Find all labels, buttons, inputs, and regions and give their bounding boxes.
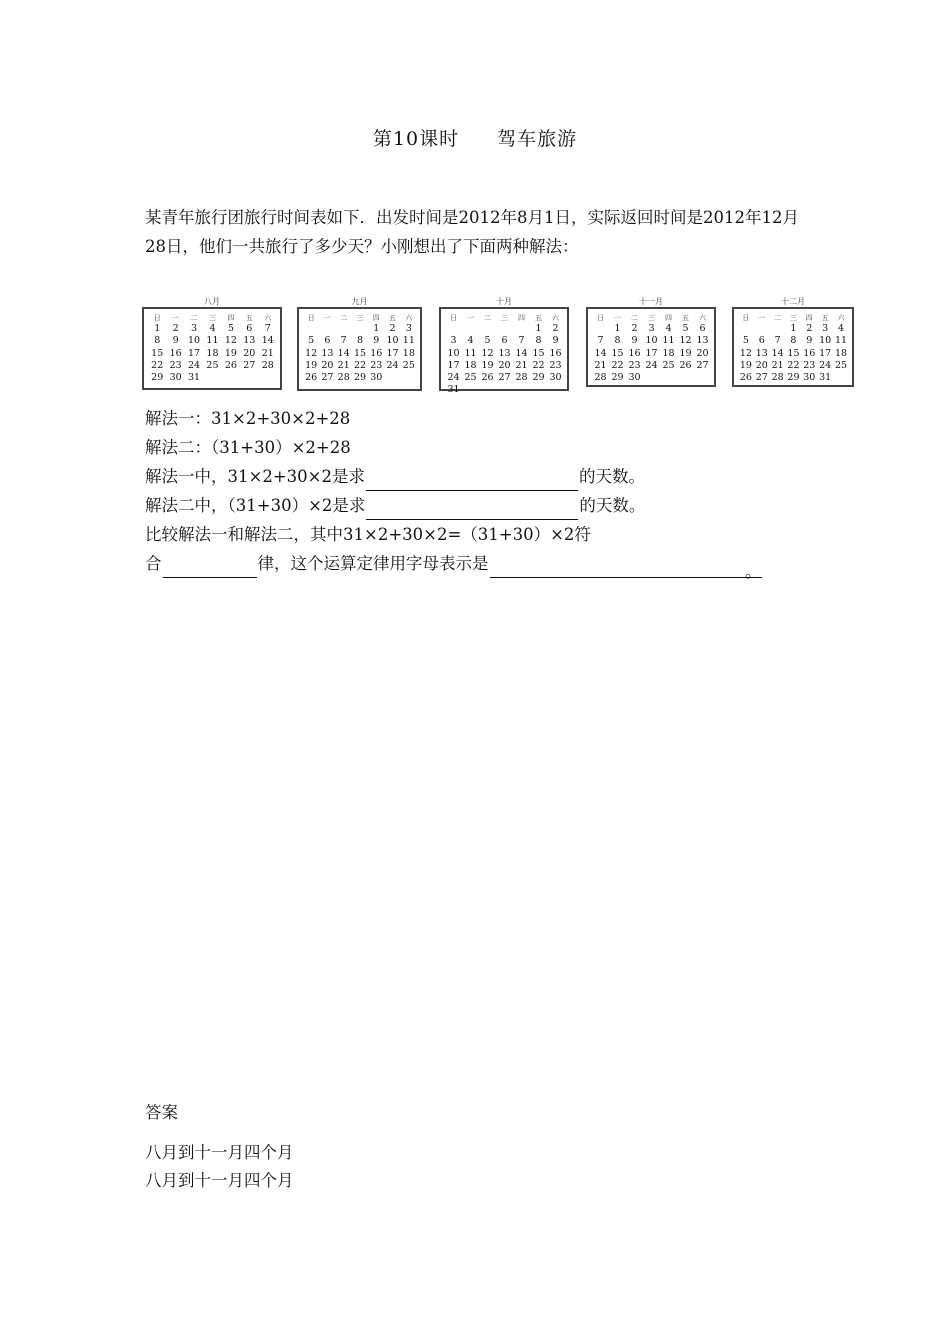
- calendar-day: 26: [481, 372, 494, 384]
- calendar-day: 3: [450, 335, 457, 347]
- calendar-day: 10: [645, 335, 658, 347]
- weekday-header: 六: [837, 313, 845, 322]
- calendar-day: [222, 372, 240, 384]
- calendar-day: [445, 323, 462, 335]
- weekday-header: 日: [597, 313, 604, 322]
- calendar-day: 13: [755, 347, 768, 359]
- page-title: [0, 124, 950, 151]
- calendar-day: 23: [803, 359, 816, 371]
- calendar-day: 9: [172, 335, 179, 347]
- calendar-day: 19: [739, 359, 752, 371]
- calendar-day: [833, 372, 849, 384]
- calendar-day: 16: [370, 347, 383, 359]
- calendar-day: [738, 323, 754, 335]
- calendar-day: [754, 323, 770, 335]
- weekday-header: 日: [307, 313, 315, 322]
- calendar-day: [479, 384, 496, 396]
- calendar-day: 4: [467, 335, 474, 347]
- weekday-header: 五: [245, 313, 253, 322]
- calendar-day: 1: [154, 323, 161, 334]
- calendar-day: 26: [224, 359, 237, 371]
- calendar-day: 21: [771, 359, 784, 371]
- calendar-week-row: [148, 360, 277, 372]
- calendar-day: 19: [679, 347, 692, 359]
- calendar-day: 22: [532, 359, 545, 371]
- method-two: 解法二：（31+30）×2+28: [145, 438, 351, 457]
- calendar-day: 16: [549, 347, 562, 359]
- calendar-day: 25: [206, 359, 219, 371]
- question-three-prefix: 合: [145, 554, 162, 573]
- weekday-header: 三: [208, 313, 216, 322]
- calendar-day: 5: [227, 323, 234, 334]
- weekday-header: 二: [340, 313, 348, 322]
- calendar-day: 26: [305, 372, 318, 384]
- problem-text: 某青年旅行团旅行时间表如下．出发时间是2012年8月1日，实际返回时间是2012年12月28日，他们一共旅行了多少天？小刚想出了下面两种解法：: [145, 208, 799, 256]
- calendar-week-row: [148, 323, 277, 335]
- calendar-day: 5: [484, 335, 491, 347]
- calendar-day: 4: [665, 323, 672, 334]
- calendar-day: 14: [594, 347, 607, 359]
- calendar-day: 7: [264, 323, 271, 334]
- calendar-week-row: [148, 335, 277, 347]
- calendar-day: [203, 372, 221, 384]
- answer-blank-2[interactable]: [366, 499, 578, 520]
- calendar-day: 1: [373, 323, 380, 334]
- calendar-day: 15: [353, 347, 367, 359]
- calendar-day: 12: [679, 335, 692, 347]
- weekday-header: 四: [805, 313, 813, 322]
- calendar-day: 30: [628, 372, 641, 384]
- calendar-week-row: [738, 348, 849, 360]
- calendar-day: 4: [838, 323, 845, 334]
- calendar-day: [530, 384, 547, 396]
- calendar-day: 19: [305, 359, 318, 371]
- calendar-day: [592, 323, 609, 335]
- calendar-week-row: [303, 323, 417, 335]
- calendar-month-name: 八月: [204, 297, 220, 306]
- answer-line-2: 八月到十一月四个月: [145, 1171, 294, 1190]
- weekday-header: 日: [450, 313, 457, 322]
- calendar-day: [496, 384, 513, 396]
- weekday-header: 一: [323, 313, 331, 322]
- calendar-day: 18: [464, 359, 477, 371]
- answer-blank-1[interactable]: [366, 470, 578, 491]
- lesson-topic: 驾车旅游: [497, 128, 578, 150]
- weekday-header: 六: [405, 313, 413, 322]
- calendar-week-row: [303, 372, 417, 384]
- calendar-day: 26: [679, 359, 692, 371]
- calendar-day: 17: [819, 347, 832, 359]
- weekday-header: 三: [356, 313, 364, 322]
- lesson-number: 第10课时: [372, 128, 460, 150]
- calendar-day: 28: [261, 359, 274, 371]
- calendar-day: 4: [209, 323, 216, 334]
- calendar-august: [142, 296, 282, 390]
- calendar-week-row: [738, 360, 849, 372]
- calendar-day: 9: [373, 335, 380, 347]
- calendar-day: 3: [191, 323, 198, 334]
- calendar-day: [770, 323, 786, 335]
- calendar-september: [297, 296, 422, 391]
- calendar-day: 8: [154, 335, 161, 347]
- calendar-day: [660, 372, 677, 384]
- calendar-day: 6: [699, 323, 706, 334]
- calendar-day: 28: [594, 372, 607, 384]
- calendar-day: 17: [386, 347, 399, 359]
- calendar-week-row: [738, 372, 849, 384]
- calendar-day: 29: [151, 372, 164, 384]
- calendar-week-row: [445, 372, 564, 384]
- weekday-header: 日: [742, 313, 750, 322]
- calendar-day: 24: [447, 372, 460, 384]
- calendar-day: 28: [337, 372, 350, 384]
- calendar-week-row: [592, 360, 711, 372]
- solution-section: [145, 404, 835, 581]
- calendar-day: 17: [447, 359, 460, 371]
- calendar-day: 28: [771, 372, 784, 384]
- calendar-day: 27: [321, 372, 334, 384]
- calendar-day: 5: [742, 335, 749, 347]
- calendar-week-row: [738, 323, 849, 335]
- weekday-header: 四: [518, 313, 525, 322]
- weekday-header: 一: [614, 313, 621, 322]
- calendar-week-row: [445, 384, 564, 396]
- question-one-text: 解法一中，31×2+30×2是求: [145, 467, 365, 486]
- calendar-week-row: [303, 360, 417, 372]
- weekday-header: 三: [648, 313, 655, 322]
- calendar-day: 17: [188, 347, 201, 359]
- calendar-day: 23: [169, 359, 182, 371]
- calendar-day: 10: [188, 335, 201, 347]
- calendar-day: 14: [261, 335, 274, 347]
- weekday-header: 三: [789, 313, 797, 322]
- calendar-day: 5: [308, 335, 315, 347]
- calendar-day: 29: [787, 372, 800, 384]
- calendar-day: [303, 323, 319, 335]
- calendar-day: 31: [447, 384, 460, 396]
- calendar-day: 10: [447, 347, 460, 359]
- calendar-day: 23: [628, 359, 641, 371]
- calendar-day: [496, 323, 513, 335]
- calendar-day: 16: [169, 347, 182, 359]
- calendar-day: 14: [515, 347, 528, 359]
- answer-heading: 答案: [145, 1103, 178, 1122]
- calendar-day: [462, 323, 479, 335]
- calendar-day: 26: [739, 372, 752, 384]
- calendar-day: 19: [224, 347, 237, 359]
- calendar-day: 14: [771, 347, 784, 359]
- calendar-day: 18: [834, 347, 848, 359]
- calendar-day: 22: [353, 359, 367, 371]
- calendar-day: [479, 323, 496, 335]
- calendar-day: 21: [515, 359, 528, 371]
- answer-line-1: 八月到十一月四个月: [145, 1143, 294, 1162]
- question-three-end: 。: [745, 562, 762, 581]
- calendar-day: 17: [645, 347, 658, 359]
- calendar-day: 21: [337, 359, 350, 371]
- calendar-day: 12: [305, 347, 318, 359]
- calendar-day: [513, 323, 530, 335]
- weekday-header: 五: [821, 313, 829, 322]
- calendar-day: 10: [819, 335, 832, 347]
- weekday-header: 四: [372, 313, 380, 322]
- weekday-header: 五: [682, 313, 689, 322]
- calendar-day: 11: [402, 335, 415, 347]
- calendar-day: 29: [611, 372, 624, 384]
- calendar-day: 1: [614, 323, 621, 334]
- calendar-day: 20: [321, 359, 334, 371]
- calendar-day: 30: [803, 372, 816, 384]
- calendar-day: 31: [819, 372, 832, 384]
- calendar-day: 7: [597, 335, 604, 347]
- calendar-week-row: [303, 348, 417, 360]
- calendar-day: 8: [535, 335, 542, 347]
- calendar-day: 10: [386, 335, 399, 347]
- calendar-day: [259, 372, 277, 384]
- calendar-november: [586, 296, 716, 387]
- weekday-header: 六: [699, 313, 706, 322]
- calendar-day: 6: [758, 335, 765, 347]
- calendar-day: 15: [787, 347, 800, 359]
- calendar-day: 2: [552, 323, 559, 334]
- calendar-day: 12: [481, 347, 494, 359]
- calendar-october: [439, 296, 569, 396]
- weekday-header: 二: [190, 313, 198, 322]
- calendar-month-name: 十一月: [639, 297, 663, 306]
- calendar-day: 23: [370, 359, 383, 371]
- calendar-day: 5: [682, 323, 689, 334]
- calendar-day: [513, 384, 530, 396]
- calendar-day: 24: [645, 359, 658, 371]
- calendar-day: 22: [611, 359, 624, 371]
- calendar-week-row: [303, 335, 417, 347]
- calendar-month-name: 十二月: [781, 297, 805, 306]
- calendar-day: 30: [169, 372, 182, 384]
- calendar-day: 3: [822, 323, 829, 334]
- calendar-day: 16: [628, 347, 641, 359]
- calendar-day: 11: [834, 335, 848, 347]
- question-two: [145, 491, 835, 520]
- calendar-day: 16: [803, 347, 816, 359]
- calendar-day: [240, 372, 258, 384]
- calendar-day: 29: [353, 372, 367, 384]
- calendar-day: 27: [696, 359, 709, 371]
- method-one: 解法一：31×2+30×2+28: [145, 409, 351, 428]
- calendar-week-row: [445, 348, 564, 360]
- calendar-day: 13: [696, 335, 709, 347]
- calendar-day: 6: [501, 335, 508, 347]
- calendar-day: 31: [188, 372, 201, 384]
- calendar-day: 13: [243, 335, 256, 347]
- calendar-day: 27: [498, 372, 511, 384]
- calendar-day: 25: [834, 359, 848, 371]
- calendar-day: 11: [662, 335, 675, 347]
- weekday-header: 五: [389, 313, 397, 322]
- calendar-week-row: [738, 335, 849, 347]
- calendar-day: 15: [151, 347, 164, 359]
- calendar-week-row: [445, 323, 564, 335]
- weekday-header: 二: [484, 313, 491, 322]
- weekday-header: 四: [665, 313, 672, 322]
- calendar-day: 2: [389, 323, 396, 334]
- calendar-day: 9: [806, 335, 813, 347]
- calendar-day: 11: [206, 335, 219, 347]
- calendar-day: 3: [648, 323, 655, 334]
- calendar-day: [336, 323, 352, 335]
- weekday-header: 五: [535, 313, 542, 322]
- calendar-day: 25: [402, 359, 415, 371]
- weekday-header: 三: [501, 313, 508, 322]
- question-three-line1: 比较解法一和解法二，其中31×2+30×2=（31+30）×2符: [145, 525, 591, 544]
- calendar-week-row: [592, 372, 711, 384]
- weekday-header: 日: [153, 313, 161, 322]
- calendar-day: 6: [324, 335, 331, 347]
- calendar-week-row: [592, 335, 711, 347]
- calendar-month-name: 十月: [496, 297, 512, 306]
- calendar-day: 15: [611, 347, 624, 359]
- calendar-day: 1: [790, 323, 797, 334]
- calendar-day: [462, 384, 479, 396]
- calendar-day: 22: [787, 359, 800, 371]
- calendar-day: 7: [340, 335, 347, 347]
- calendar-day: 20: [243, 347, 256, 359]
- weekday-header: 四: [227, 313, 235, 322]
- calendar-week-row: [148, 372, 277, 384]
- calendar-day: [401, 372, 417, 384]
- calendar-day: [694, 372, 711, 384]
- question-three-text: 律，这个运算定律用字母表示是: [257, 554, 489, 573]
- calendar-day: 24: [819, 359, 832, 371]
- calendar-day: 25: [464, 372, 477, 384]
- answer-blank-4[interactable]: [490, 557, 762, 581]
- calendar-day: 13: [498, 347, 511, 359]
- calendar-day: 20: [696, 347, 709, 359]
- question-three-line2: [145, 549, 835, 581]
- calendar-december: [732, 296, 854, 387]
- calendar-day: 2: [806, 323, 813, 334]
- weekday-header: 六: [264, 313, 272, 322]
- calendar-day: 22: [151, 359, 164, 371]
- calendar-day: 8: [356, 335, 363, 347]
- calendar-day: [384, 372, 400, 384]
- calendar-day: 19: [481, 359, 494, 371]
- calendar-day: 14: [337, 347, 350, 359]
- weekday-header: 一: [467, 313, 474, 322]
- calendar-day: 30: [549, 372, 562, 384]
- question-two-suffix: 的天数。: [579, 496, 646, 515]
- calendar-day: [643, 372, 660, 384]
- calendar-week-row: [592, 323, 711, 335]
- calendar-day: [547, 384, 564, 396]
- calendar-day: 6: [246, 323, 253, 334]
- calendar-day: 12: [224, 335, 237, 347]
- weekday-header: 二: [774, 313, 782, 322]
- calendar-day: 21: [261, 347, 274, 359]
- calendar-day: 7: [774, 335, 781, 347]
- answer-blank-3[interactable]: [163, 557, 257, 578]
- calendar-day: 18: [402, 347, 415, 359]
- calendar-row: [142, 296, 857, 396]
- calendar-day: 18: [206, 347, 219, 359]
- calendar-day: 20: [498, 359, 511, 371]
- calendar-week-row: [445, 335, 564, 347]
- calendar-day: 29: [532, 372, 545, 384]
- calendar-day: 15: [532, 347, 545, 359]
- calendar-day: 24: [386, 359, 399, 371]
- calendar-day: 28: [515, 372, 528, 384]
- weekday-header: 六: [552, 313, 559, 322]
- calendar-day: [677, 372, 694, 384]
- calendar-day: 23: [549, 359, 562, 371]
- calendar-day: 7: [518, 335, 525, 347]
- calendar-day: 24: [188, 359, 201, 371]
- calendar-day: 11: [464, 347, 477, 359]
- calendar-month-name: 九月: [351, 297, 368, 306]
- calendar-day: 2: [631, 323, 638, 334]
- calendar-day: 13: [321, 347, 334, 359]
- calendar-day: 9: [631, 335, 638, 347]
- calendar-day: 30: [370, 372, 383, 384]
- calendar-day: 2: [172, 323, 179, 334]
- weekday-header: 一: [758, 313, 766, 322]
- calendar-day: 1: [535, 323, 542, 334]
- calendar-day: 18: [662, 347, 675, 359]
- calendar-week-row: [592, 348, 711, 360]
- calendar-day: 20: [755, 359, 768, 371]
- calendar-day: 27: [243, 359, 256, 371]
- calendar-day: 12: [739, 347, 752, 359]
- calendar-day: [352, 323, 368, 335]
- question-two-text: 解法二中，（31+30）×2是求: [145, 496, 366, 515]
- calendar-day: 8: [790, 335, 797, 347]
- calendar-day: 9: [552, 335, 559, 347]
- question-one: [145, 462, 835, 491]
- calendar-day: 3: [405, 323, 412, 334]
- calendar-day: 21: [594, 359, 607, 371]
- calendar-day: 25: [662, 359, 675, 371]
- calendar-day: 27: [755, 372, 768, 384]
- question-one-suffix: 的天数。: [578, 467, 645, 486]
- calendar-week-row: [148, 348, 277, 360]
- weekday-header: 一: [172, 313, 180, 322]
- weekday-header: 二: [631, 313, 638, 322]
- calendar-day: [319, 323, 335, 335]
- calendar-day: 8: [614, 335, 621, 347]
- calendar-week-row: [445, 360, 564, 372]
